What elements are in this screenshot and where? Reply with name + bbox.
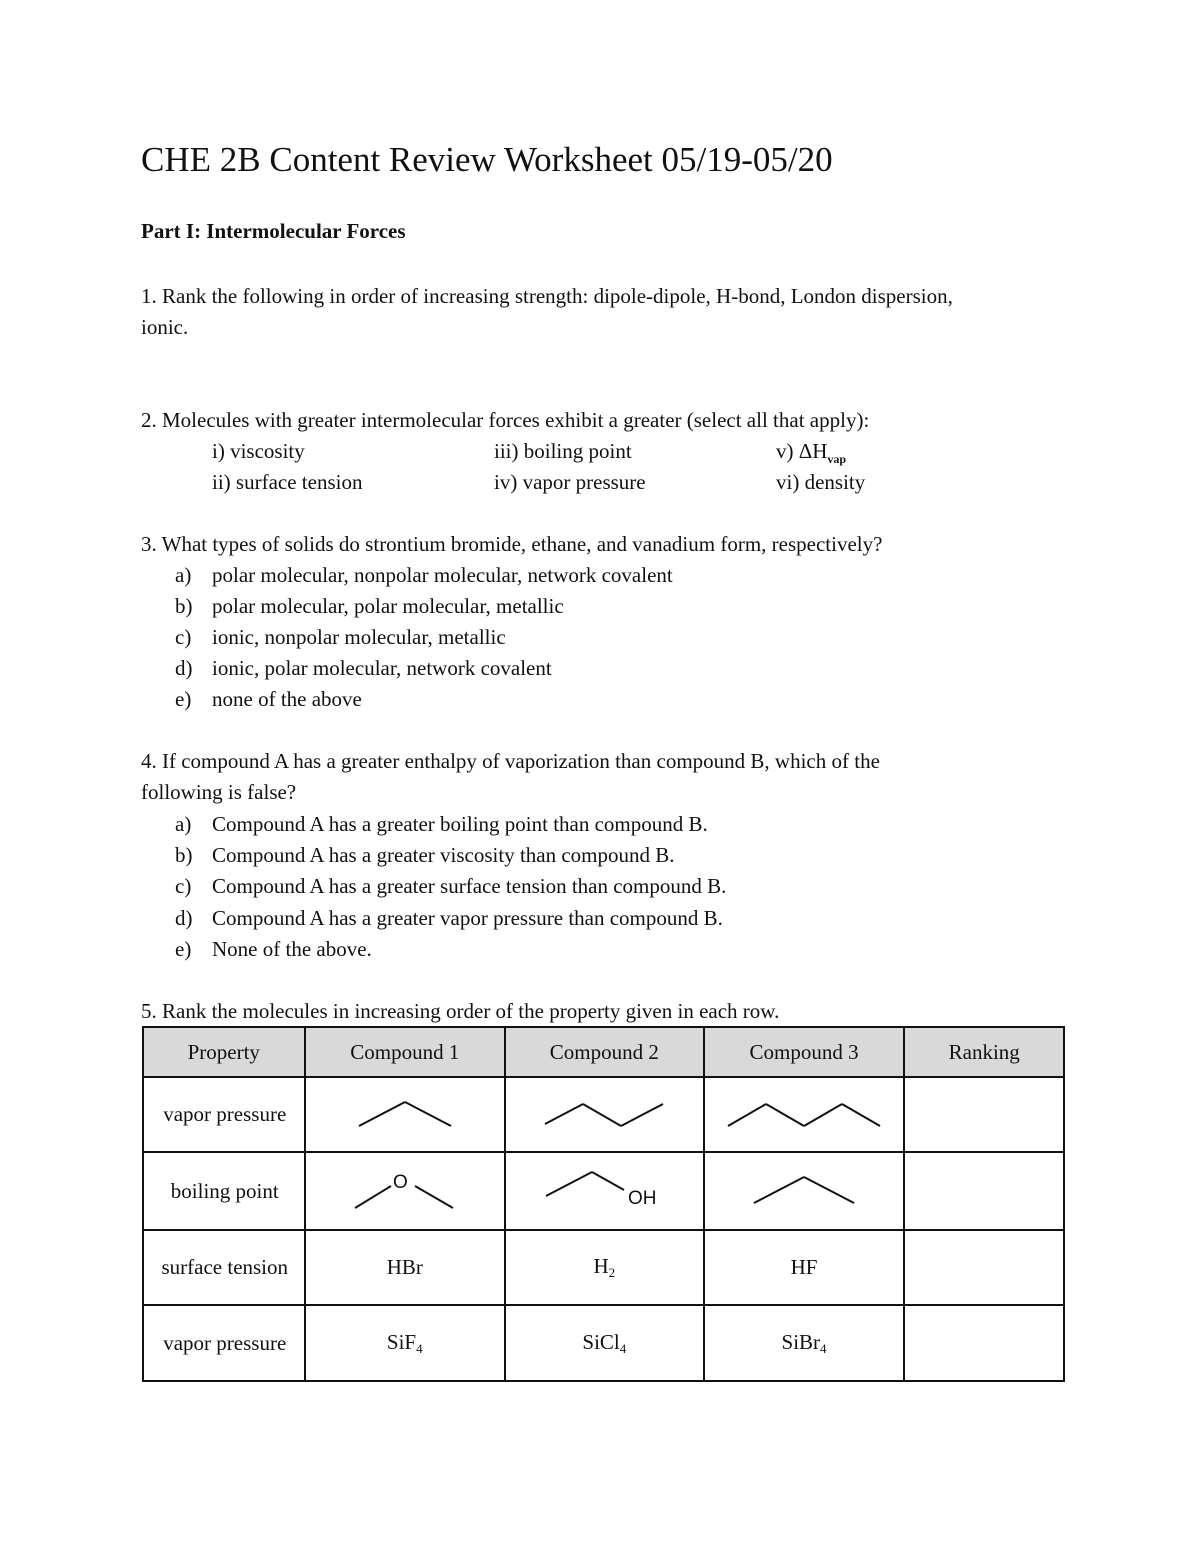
question-1-line-2: ionic. [141,315,189,339]
ranking-cell[interactable] [904,1230,1064,1305]
ranking-table [142,1026,1065,1382]
dimethyl-ether-structure [351,1168,459,1214]
header-compound-1: Compound 1 [305,1027,506,1077]
question-3-option: e) none of the above [175,687,362,711]
question-4-option: c) Compound A has a greater surface tension than compound B. [175,874,727,898]
pentane-structure [724,1098,884,1132]
question-2-option: iii) boiling point [494,439,632,463]
compound-cell [704,1152,905,1230]
question-2-option: ii) surface tension [212,470,363,494]
compound-cell [305,1077,506,1152]
question-3-option: c) ionic, nonpolar molecular, metallic [175,625,506,649]
question-2-option: vi) density [776,470,866,494]
section-heading: Part I: Intermolecular Forces [141,219,406,243]
compound-cell [305,1152,506,1230]
header-compound-2: Compound 2 [505,1027,704,1077]
oxygen-atom-label: O [392,1172,408,1193]
ranking-cell[interactable] [904,1077,1064,1152]
header-ranking: Ranking [904,1027,1064,1077]
header-property: Property [143,1027,305,1077]
question-4-option: d) Compound A has a greater vapor pressure than compound B. [175,906,723,930]
question-2-option: iv) vapor pressure [494,470,646,494]
question-4-option: b) Compound A has a greater viscosity than compound B. [175,843,675,867]
compound-cell [704,1077,905,1152]
question-2-option: v) $\Delta H_{vap}$ [776,439,847,466]
question-3-option: d) ionic, polar molecular, network covalent [175,656,552,680]
table-row [143,1230,1064,1305]
hydroxyl-label: OH [628,1188,657,1209]
compound-cell: SiF$_4$ [305,1305,506,1381]
question-4-line-2: following is false? [141,780,297,804]
question-4-option: a) Compound A has a greater boiling point than compound B. [175,812,708,836]
ranking-cell[interactable] [904,1152,1064,1230]
compound-cell [505,1152,704,1230]
propane-structure [355,1098,455,1132]
compound-cell: SiBr$_4$ [704,1305,905,1381]
question-2-option: i) viscosity [212,439,305,463]
question-3-option: a) polar molecular, nonpolar molecular, network covalent [175,563,673,587]
compound-cell: HBr [305,1230,506,1305]
header-compound-3: Compound 3 [704,1027,905,1077]
property-cell: vapor pressure [143,1077,305,1152]
propane-structure [750,1173,858,1209]
table-row [143,1305,1064,1381]
ethanol-structure [542,1168,666,1214]
table-header-row [143,1027,1064,1077]
compound-cell [505,1077,704,1152]
property-cell: vapor pressure [143,1305,305,1381]
page-title: CHE 2B Content Review Worksheet 05/19-05/20 [141,140,833,179]
table-row [143,1152,1064,1230]
question-1-line-1: 1. Rank the following in order of increasing strength: dipole-dipole, H-bond, London dispersion, [141,284,953,308]
question-4-option: e) None of the above. [175,937,372,961]
question-3-option: b) polar molecular, polar molecular, metallic [175,594,564,618]
question-5-stem: 5. Rank the molecules in increasing order of the property given in each row. [141,999,780,1023]
question-3-stem: 3. What types of solids do strontium bromide, ethane, and vanadium form, respectively? [141,532,883,556]
property-cell: surface tension [143,1230,305,1305]
compound-cell: $H_2$ [505,1230,704,1305]
question-4-line-1: 4. If compound A has a greater enthalpy of vaporization than compound B, which of the [141,749,880,773]
question-2-stem: 2. Molecules with greater intermolecular forces exhibit a greater (select all that apply): [141,408,870,432]
compound-cell: SiCl$_4$ [505,1305,704,1381]
compound-cell: HF [704,1230,905,1305]
table-row [143,1077,1064,1152]
ranking-cell[interactable] [904,1305,1064,1381]
butane-structure [541,1098,667,1132]
property-cell: boiling point [143,1152,305,1230]
